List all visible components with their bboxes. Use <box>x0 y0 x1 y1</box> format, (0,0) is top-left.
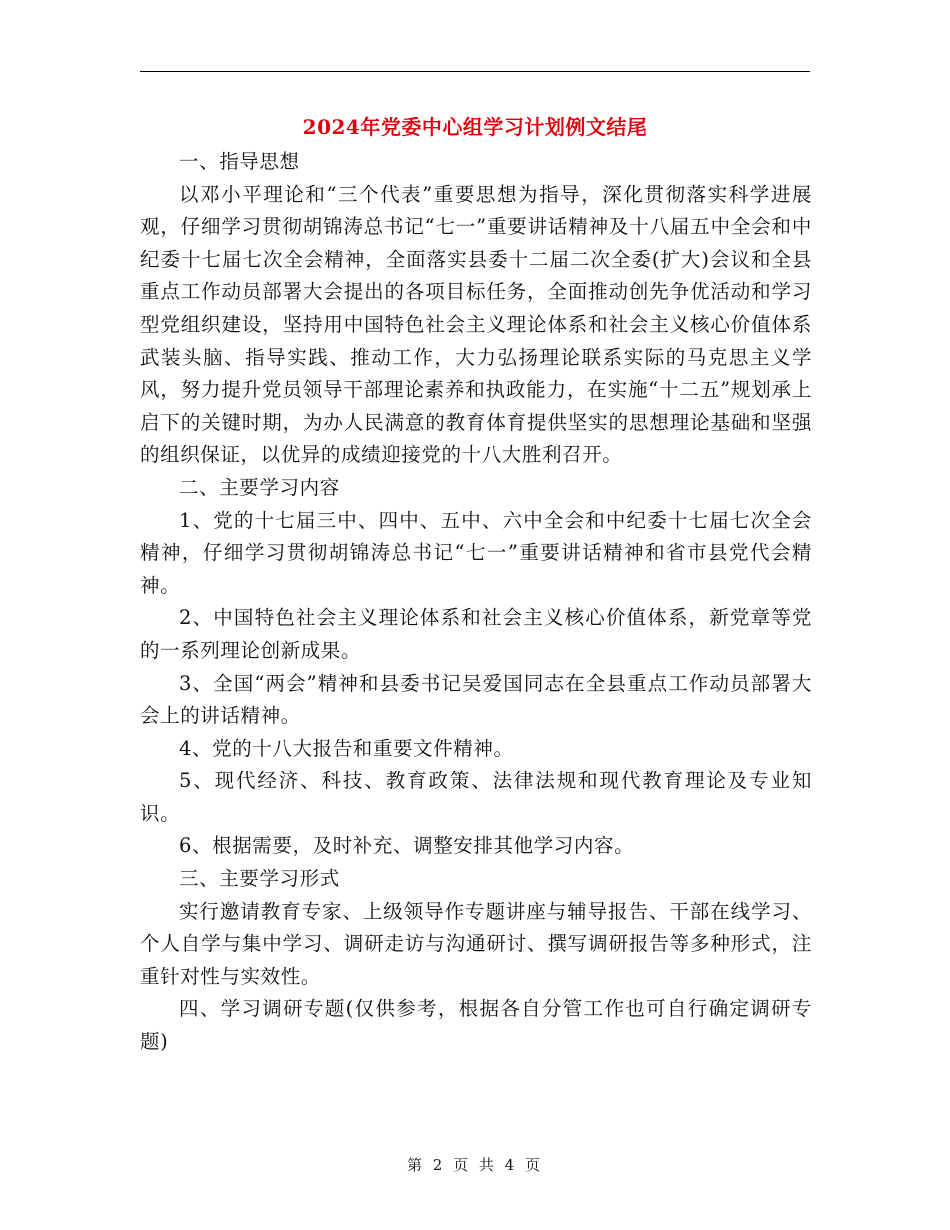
list-item: 6、根据需要，及时补充、调整安排其他学习内容。 <box>179 834 635 858</box>
page-number-footer: 第 2 页 共 4 页 <box>407 1156 543 1174</box>
section-heading-research-topics: 四、学习调研专题(仅供参考，根据各自分管工作也可自行确定调研专题) <box>140 997 812 1054</box>
section-heading-guiding-ideology: 一、指导思想 <box>179 150 300 173</box>
list-item: 5、现代经济、科技、教育政策、法律法规和现代教育理论及专业知识。 <box>140 769 812 825</box>
section-heading-study-forms: 三、主要学习形式 <box>179 867 340 891</box>
list-item: 3、全国“两会”精神和县委书记吴爱国同志在全县重点工作动员部署大会上的讲话精神。 <box>140 671 812 728</box>
list-item: 2、中国特色社会主义理论体系和社会主义核心价值体系，新党章等党的一系列理论创新成果。 <box>140 606 812 662</box>
list-item: 4、党的十八大报告和重要文件精神。 <box>179 736 514 760</box>
section-heading-study-content: 二、主要学习内容 <box>179 475 340 499</box>
body-paragraph: 实行邀请教育专家、上级领导作专题讲座与辅导报告、干部在线学习、个人自学与集中学习、调研走访与沟通研讨、撰写调研报告等多种形式，注重针对性与实效性。 <box>140 899 812 988</box>
header-rule <box>140 71 810 72</box>
list-item: 1、党的十七届三中、四中、五中、六中全会和中纪委十七届七次全会精神，仔细学习贯彻胡锦涛总书记“七一”重要讲话精神和省市县党代会精神。 <box>140 508 812 597</box>
document-body <box>140 146 812 1059</box>
body-paragraph: 以邓小平理论和“三个代表”重要思想为指导，深化贯彻落实科学进展观，仔细学习贯彻胡锦涛总书记“七一”重要讲话精神及十八届五中全会和中纪委十七届七次全会精神，全面落实县委十二届二次全委(扩大)会议和全县重点工作动员部署大会提出的各项目标任务，全面推动创先争优活动和学习型党组织建设，坚持用中国特色社会主义理论体系和社会主义核心价值体系武装头脑、指导实践、推动工作，大力弘扬理论联系实际的马克思主义学风，努力提升党员领导干部理论素养和执政能力，在实施“十二五”规划承上启下的关键时期，为办人民满意的教育体育提供坚实的思想理论基础和坚强的组织保证，以优异的成绩迎接党的十八大胜利召开。 <box>140 182 812 467</box>
document-title: 2024年党委中心组学习计划例文结尾 <box>302 115 648 139</box>
